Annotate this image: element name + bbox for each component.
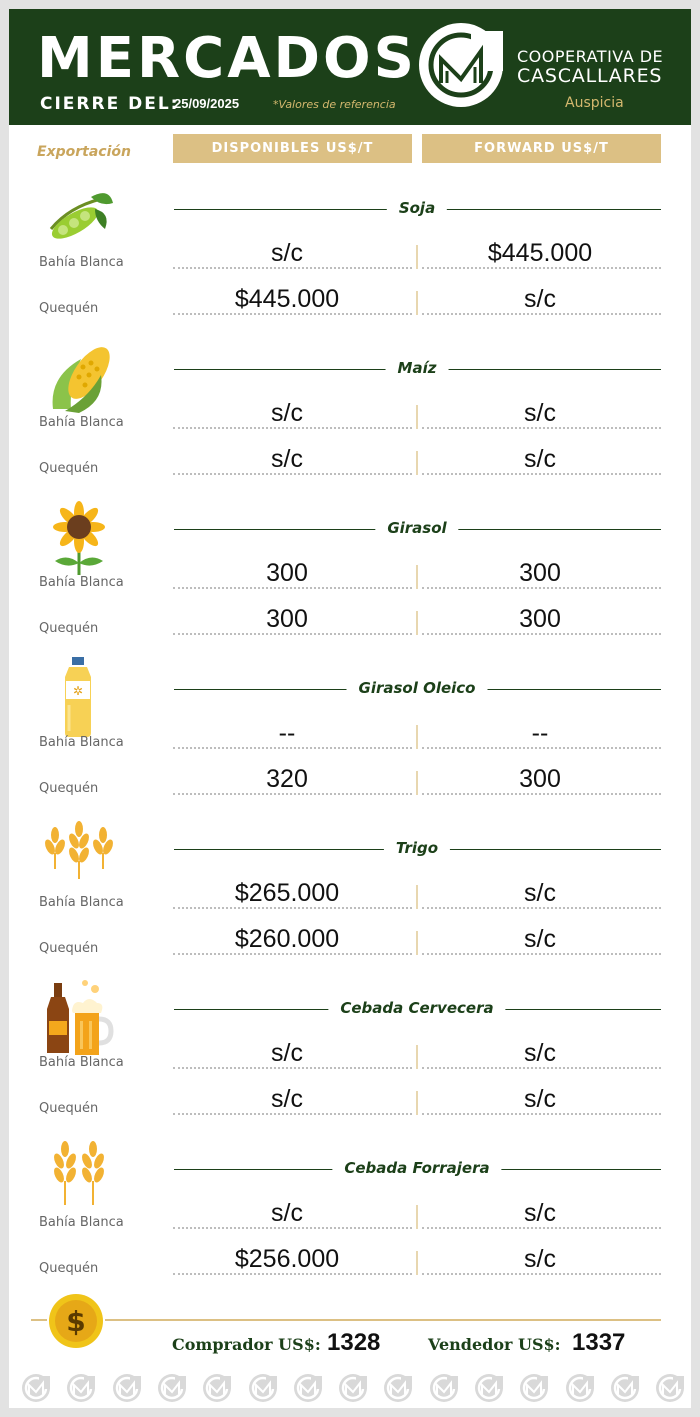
section-title: Cebada Cervecera [328, 999, 505, 1017]
location-label: Quequén [39, 461, 99, 476]
disponible-value: -- [278, 719, 296, 747]
comprador-label: Comprador US$: [172, 1335, 321, 1354]
forward-value: s/c [524, 879, 556, 907]
category-label: Exportación [37, 144, 131, 160]
column-separator [416, 931, 418, 955]
forward-value: s/c [524, 925, 556, 953]
sponsor-tag: Auspicia [565, 95, 624, 111]
disponible-value: $260.000 [234, 925, 340, 953]
column-separator [416, 565, 418, 589]
location-label: Bahía Blanca [39, 575, 124, 590]
disponible-value: 320 [266, 765, 308, 793]
beer-icon [39, 977, 119, 1057]
section-title: Trigo [384, 839, 450, 857]
column-separator [416, 1045, 418, 1069]
section-title: Maíz [386, 359, 449, 377]
oil-bottle-icon [39, 657, 119, 737]
location-label: Bahía Blanca [39, 735, 124, 750]
location-label: Quequén [39, 1261, 99, 1276]
location-label: Quequén [39, 941, 99, 956]
disponibles-header: DISPONIBLES US$/T [173, 134, 412, 163]
closing-date: 25/09/2025 [174, 96, 240, 111]
location-label: Bahía Blanca [39, 255, 124, 270]
vendedor-value: 1337 [572, 1329, 626, 1356]
barley-icon [39, 1137, 119, 1217]
forward-value: -- [531, 719, 549, 747]
column-separator [416, 611, 418, 635]
location-label: Quequén [39, 781, 99, 796]
disponible-value: s/c [271, 239, 303, 267]
section-trigo [9, 829, 691, 989]
column-separator [416, 1205, 418, 1229]
forward-header: FORWARD US$/T [422, 134, 661, 163]
cooperative-logo-icon [417, 21, 505, 109]
column-separator [416, 451, 418, 475]
section-soja [9, 189, 691, 349]
forward-value: s/c [524, 1199, 556, 1227]
watermark-logo-icon [474, 1373, 504, 1408]
market-card [9, 9, 691, 1408]
section-girasol-oleico [9, 669, 691, 829]
location-label: Quequén [39, 301, 99, 316]
column-separator [416, 1091, 418, 1115]
soybean-icon [39, 177, 119, 257]
watermark-logo-icon [565, 1373, 595, 1408]
section-girasol [9, 509, 691, 669]
watermark-logo-icon [610, 1373, 640, 1408]
reference-note: *Valores de referencia [273, 98, 396, 111]
location-label: Bahía Blanca [39, 1215, 124, 1230]
location-label: Bahía Blanca [39, 415, 124, 430]
section-title: Cebada Forrajera [332, 1159, 501, 1177]
sponsor-line-2: CASCALLARES [517, 65, 663, 87]
comprador-value: 1328 [327, 1329, 381, 1356]
watermark-logo-icon [383, 1373, 413, 1408]
forward-value: $445.000 [487, 239, 593, 267]
forward-value: s/c [524, 285, 556, 313]
disponible-value: $445.000 [234, 285, 340, 313]
section-title: Girasol [375, 519, 458, 537]
disponible-value: s/c [271, 445, 303, 473]
disponible-value: s/c [271, 1199, 303, 1227]
disponible-value: 300 [266, 559, 308, 587]
watermark-logo-icon [202, 1373, 232, 1408]
location-label: Bahía Blanca [39, 1055, 124, 1070]
vendedor-label: Vendedor US$: [428, 1335, 561, 1354]
column-separator [416, 245, 418, 269]
disponible-value: s/c [271, 399, 303, 427]
column-separator [416, 405, 418, 429]
column-separator [416, 771, 418, 795]
disponible-value: $265.000 [234, 879, 340, 907]
forward-value: s/c [524, 1245, 556, 1273]
page-title: MERCADOS [37, 26, 417, 91]
svg-text:$: $ [66, 1305, 86, 1338]
svg-text:✲: ✲ [72, 684, 84, 698]
section-title: Soja [387, 199, 447, 217]
section-maíz [9, 349, 691, 509]
watermark-logo-icon [21, 1373, 51, 1408]
column-separator [416, 291, 418, 315]
dollar-coin-icon [47, 1292, 105, 1350]
disponible-value: $256.000 [234, 1245, 340, 1273]
section-title: Girasol Oleico [347, 679, 488, 697]
column-separator [416, 885, 418, 909]
disponible-value: s/c [271, 1039, 303, 1067]
column-separator [416, 725, 418, 749]
header-banner [9, 9, 691, 125]
forward-value: s/c [524, 1085, 556, 1113]
corn-icon [39, 337, 119, 417]
section-cebada-forrajera [9, 1149, 691, 1309]
forward-value: s/c [524, 445, 556, 473]
disponible-value: s/c [271, 1085, 303, 1113]
forward-value: s/c [524, 1039, 556, 1067]
location-label: Bahía Blanca [39, 895, 124, 910]
forward-value: 300 [519, 605, 561, 633]
forward-value: s/c [524, 399, 556, 427]
cierre-label: CIERRE DEL: [40, 94, 180, 114]
watermark-logo-icon [66, 1373, 96, 1408]
watermark-logo-icon [157, 1373, 187, 1408]
sponsor-line-1: COOPERATIVA DE [517, 47, 664, 66]
sunflower-icon [39, 497, 119, 577]
watermark-logo-icon [655, 1373, 685, 1408]
location-label: Quequén [39, 1101, 99, 1116]
forward-value: 300 [519, 765, 561, 793]
location-label: Quequén [39, 621, 99, 636]
watermark-logo-icon [519, 1373, 549, 1408]
watermark-logo-icon [112, 1373, 142, 1408]
watermark-logo-icon [338, 1373, 368, 1408]
logo-watermark-row [9, 1373, 691, 1403]
column-separator [416, 1251, 418, 1275]
watermark-logo-icon [293, 1373, 323, 1408]
watermark-logo-icon [429, 1373, 459, 1408]
wheat-icon [39, 817, 119, 897]
footer-divider [31, 1319, 661, 1321]
section-cebada-cervecera [9, 989, 691, 1149]
watermark-logo-icon [248, 1373, 278, 1408]
disponible-value: 300 [266, 605, 308, 633]
forward-value: 300 [519, 559, 561, 587]
